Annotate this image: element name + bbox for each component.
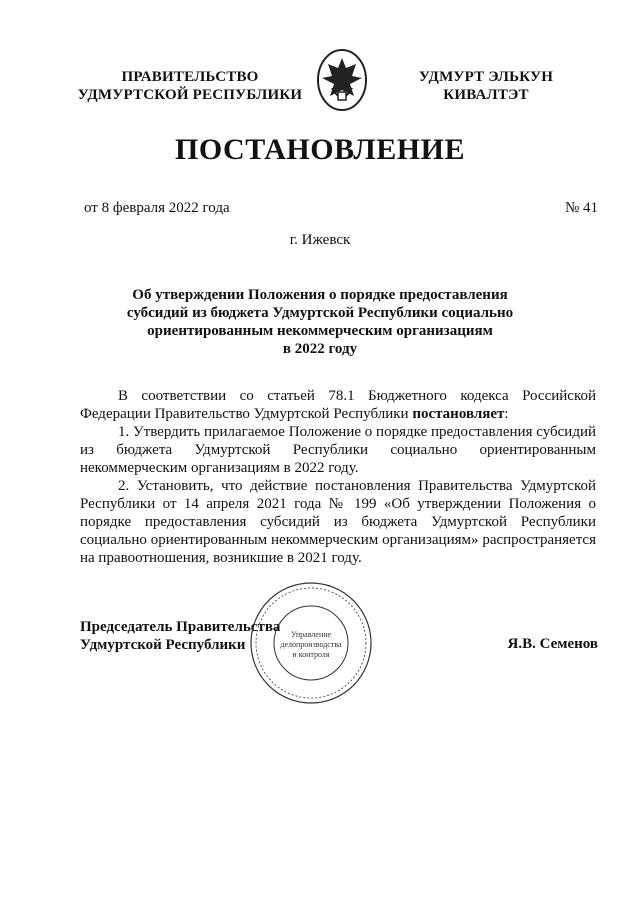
issuer-line: УДМУРТСКОЙ РЕСПУБЛИКИ <box>77 87 303 103</box>
issuer-line: УДМУРТ ЭЛЬКУН <box>418 69 554 85</box>
issuer-line: ПРАВИТЕЛЬСТВО <box>121 69 259 85</box>
item-2-paragraph: 2. Установить, что действие постановления Правительства Удмуртской Республики от 14 апреля 2021 года № 199 «Об утверждении Положения о порядке предоставления субсидий из бюджета Удмуртской Республики социально ориентированным некоммерческим организациям» распространяется на правоотношения, возникшие в 2021 году. <box>80 478 596 566</box>
document-city: г. Ижевск <box>289 232 351 248</box>
seal-text-line: Управление <box>290 630 332 639</box>
intro-text: В соответствии со статьей 78.1 Бюджетного кодекса Российской Федерации Правительство Удмуртской Республики <box>80 388 596 422</box>
document-body <box>80 387 596 567</box>
issuer-name-russian <box>64 68 316 104</box>
item-1-paragraph: 1. Утвердить прилагаемое Положение о порядке предоставления субсидий из бюджета Удмуртской Республики социально ориентированным некоммерческим организациям в 2022 году. <box>80 424 596 476</box>
issuer-name-udmurt <box>400 68 572 104</box>
document-title <box>120 286 520 358</box>
intro-paragraph <box>80 387 596 423</box>
document-type: ПОСТАНОВЛЕНИЕ <box>175 133 465 166</box>
position-line: Председатель Правительства <box>80 619 281 635</box>
title-line: ориентированным некоммерческим организациям <box>147 323 493 339</box>
seal-text-line: делопроизводства <box>280 640 342 649</box>
title-line: Об утверждении Положения о порядке предоставления <box>132 287 508 303</box>
document-date: от 8 февраля 2022 года <box>84 200 230 216</box>
document-number: № 41 <box>564 200 598 216</box>
intro-decree-verb: постановляет <box>412 406 505 422</box>
seal-text-line: и контроля <box>292 650 330 659</box>
coat-of-arms-icon <box>310 48 374 112</box>
title-line: в 2022 году <box>282 341 358 357</box>
signatory-position <box>80 618 280 654</box>
position-line: Удмуртской Республики <box>80 637 246 653</box>
issuer-line: КИВАЛТЭТ <box>443 87 529 103</box>
signatory-name: Я.В. Семенов <box>507 636 598 652</box>
intro-colon: : <box>504 406 509 422</box>
title-line: субсидий из бюджета Удмуртской Республики социально <box>126 305 514 321</box>
